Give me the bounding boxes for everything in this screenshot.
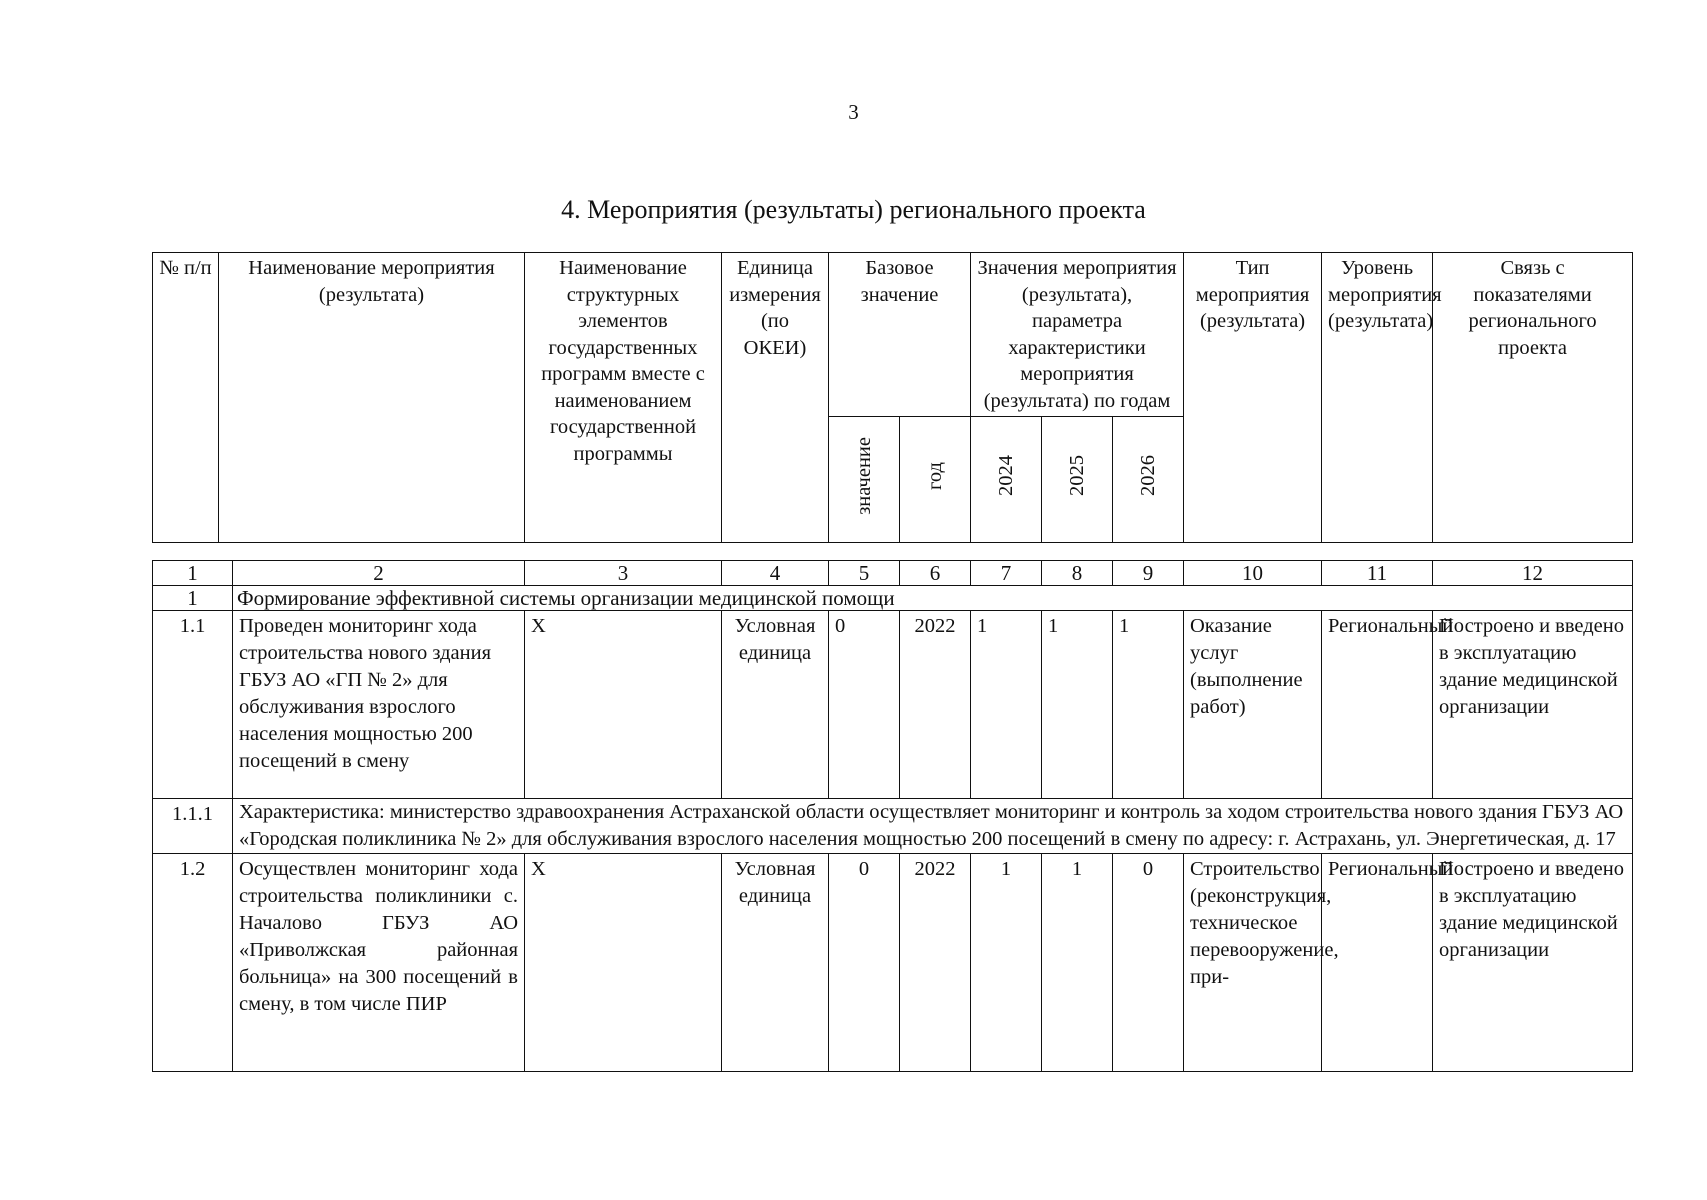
characteristic-num: 1.1.1 (153, 799, 233, 854)
row-value-2024: 1 (971, 854, 1042, 1072)
column-number: 3 (525, 561, 722, 586)
column-numbers-row (153, 561, 1633, 586)
header-base-year: год (900, 417, 971, 543)
header-year-2025: 2025 (1042, 417, 1113, 543)
table-row (153, 611, 1633, 799)
row-value-2026: 0 (1113, 854, 1184, 1072)
row-base-value: 0 (829, 854, 900, 1072)
header-type: Тип мероприятия (результата) (1184, 253, 1322, 543)
column-number: 7 (971, 561, 1042, 586)
table-row (153, 854, 1633, 1072)
column-number: 1 (153, 561, 233, 586)
header-structural: Наименование структурных элементов государственных программ вместе с наименованием государственной программы (525, 253, 722, 543)
column-number: 9 (1113, 561, 1184, 586)
header-base-value: значение (829, 417, 900, 543)
row-structural: Х (525, 854, 722, 1072)
header-year-2024: 2024 (971, 417, 1042, 543)
row-link: Построено и введено в эксплуатацию здание медицинской организации (1433, 611, 1633, 799)
row-type: Оказание услуг (выполнение работ) (1184, 611, 1322, 799)
section-num: 1 (153, 586, 233, 611)
header-link: Связь с показателями регионального проекта (1433, 253, 1633, 543)
row-num: 1.2 (153, 854, 233, 1072)
row-base-year: 2022 (900, 854, 971, 1072)
row-num: 1.1 (153, 611, 233, 799)
row-level: Региональный (1322, 611, 1433, 799)
column-number: 6 (900, 561, 971, 586)
section-row (153, 586, 1633, 611)
column-number: 12 (1433, 561, 1633, 586)
row-value-2025: 1 (1042, 854, 1113, 1072)
characteristic-text: Характеристика: министерство здравоохранения Астраханской области осуществляет мониторинг и контроль за ходом строительства нового здания ГБУЗ АО «Городская поликлиника № 2» для обслуживания взрослого населения мощностью 200 посещений в смену по адресу: г. Астрахань, ул. Энергетическая, д. 17 (233, 799, 1633, 854)
header-name: Наименование мероприятия (результата) (219, 253, 525, 543)
row-base-value: 0 (829, 611, 900, 799)
row-structural: Х (525, 611, 722, 799)
row-name: Осуществлен мониторинг хода строительства поликлиники с. Началово ГБУЗ АО «Приволжская районная больница» на 300 посещений в смену, в том числе ПИР (233, 854, 525, 1072)
row-value-2026: 1 (1113, 611, 1184, 799)
header-num: № п/п (153, 253, 219, 543)
row-type: Строительство (реконструкция, техническое перевооружение, при- (1184, 854, 1322, 1072)
header-table (152, 252, 1633, 543)
column-number: 2 (233, 561, 525, 586)
row-base-year: 2022 (900, 611, 971, 799)
header-level: Уровень мероприятия (результата) (1322, 253, 1433, 543)
column-number: 11 (1322, 561, 1433, 586)
characteristic-row (153, 799, 1633, 854)
header-values-group: Значения мероприятия (результата), параметра характеристики мероприятия (результата) по годам (971, 253, 1184, 417)
column-number: 10 (1184, 561, 1322, 586)
column-number: 5 (829, 561, 900, 586)
header-base-group: Базовое значение (829, 253, 971, 417)
body-table (152, 560, 1633, 1072)
header-unit: Единица измерения (по ОКЕИ) (722, 253, 829, 543)
row-link: Построено и введено в эксплуатацию здание медицинской организации (1433, 854, 1633, 1072)
row-value-2024: 1 (971, 611, 1042, 799)
section-title-cell: Формирование эффективной системы организации медицинской помощи (233, 586, 1633, 611)
column-number: 8 (1042, 561, 1113, 586)
page-number: 3 (848, 100, 859, 124)
header-year-2026: 2026 (1113, 417, 1184, 543)
row-name: Проведен мониторинг хода строительства нового здания ГБУЗ АО «ГП № 2» для обслуживания взрослого населения мощностью 200 посещений в смену (233, 611, 525, 799)
row-unit: Условная единица (722, 611, 829, 799)
row-value-2025: 1 (1042, 611, 1113, 799)
row-level: Региональный (1322, 854, 1433, 1072)
row-unit: Условная единица (722, 854, 829, 1072)
section-title: 4. Мероприятия (результаты) регионального проекта (561, 195, 1146, 224)
column-number: 4 (722, 561, 829, 586)
